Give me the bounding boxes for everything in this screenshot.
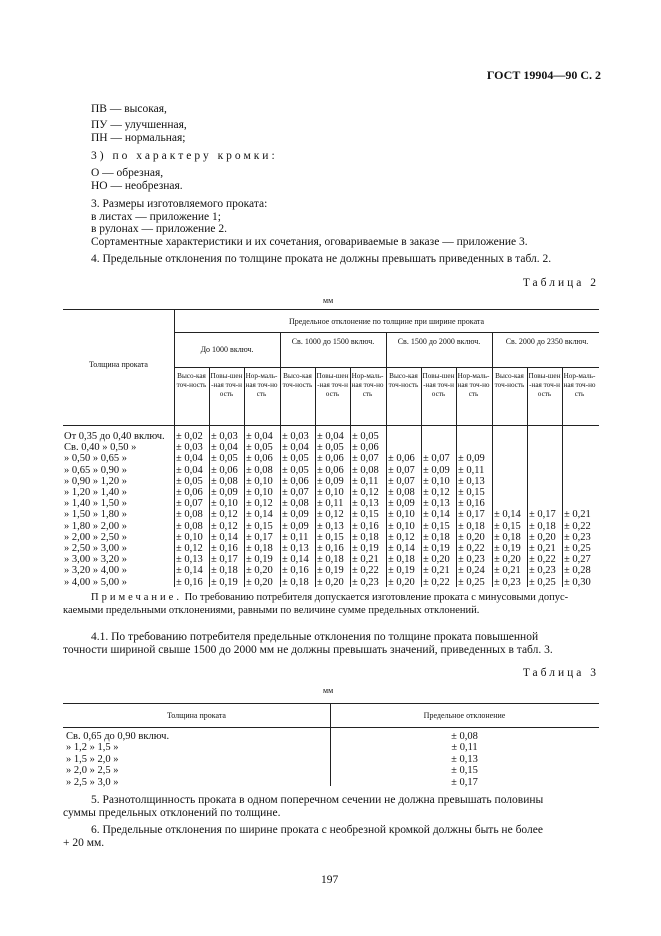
table-cell-value: ± 0,09 — [211, 487, 238, 498]
table-cell-value: ± 0,18 — [246, 543, 273, 554]
table-cell-value: ± 0,02 — [176, 431, 203, 442]
table-cell-value: ± 0,17 — [529, 509, 556, 521]
table-cell-value: ± 0,06 — [282, 475, 309, 487]
table-cell-value: ± 0,14 — [423, 509, 450, 521]
table-cell-value: ± 0,11 — [282, 531, 309, 543]
table-row-thickness: » 1,20 » 1,40 » — [64, 487, 127, 498]
table-cell-value: ± 0,06 — [352, 442, 379, 454]
table-cell-value: ± 0,15 — [423, 520, 450, 532]
table-cell-value: ± 0,16 — [282, 565, 309, 577]
width-group-header: Св. 2000 до 2350 включ. — [505, 337, 589, 346]
table-cell-value: ± 0,11 — [317, 498, 344, 510]
table-cell-value: ± 0,27 — [564, 554, 591, 566]
table-row-thickness: » 1,40 » 1,50 » — [64, 498, 127, 510]
table-cell-value: ± 0,19 — [423, 543, 450, 554]
table-cell-value: ± 0,04 — [282, 442, 309, 454]
t3-row-deviation: ± 0,11 — [451, 742, 478, 754]
accuracy-subheader: Высо-кая точ-ность — [282, 372, 313, 389]
accuracy-subheader: Высо-кая точ-ность — [176, 372, 207, 389]
table-cell-value: ± 0,13 — [317, 520, 344, 532]
table-cell-value: ± 0,19 — [388, 565, 415, 577]
table-cell-value: ± 0,12 — [211, 509, 238, 521]
table-cell-value: ± 0,20 — [529, 531, 556, 543]
table-cell-value: ± 0,16 — [317, 543, 344, 554]
table-cell-value: ± 0,22 — [352, 565, 379, 577]
accuracy-subheader: Нор-маль-ная точ-ность — [245, 372, 278, 398]
paragraph-line: суммы предельных отклонений по толщине. — [63, 807, 281, 819]
table-cell-value: ± 0,11 — [458, 464, 485, 476]
table-cell-value: ± 0,08 — [282, 498, 309, 510]
table-cell-value: ± 0,25 — [564, 543, 591, 554]
table-row-thickness: » 0,50 » 0,65 » — [64, 453, 127, 465]
table-cell-value: ± 0,06 — [211, 464, 238, 476]
width-group-header: До 1000 включ. — [200, 345, 254, 354]
table-cell-value: ± 0,18 — [352, 531, 379, 543]
width-group-header: Св. 1500 до 2000 включ. — [397, 337, 481, 346]
table-cell-value: ± 0,08 — [352, 464, 379, 476]
table-cell-value: ± 0,08 — [388, 487, 415, 498]
group-header: Предельное отклонение по толщине при ширине проката — [288, 317, 485, 326]
table-cell-value: ± 0,14 — [211, 531, 238, 543]
table-cell-value: ± 0,12 — [352, 487, 379, 498]
table-cell-value: ± 0,21 — [564, 509, 591, 521]
table-row-thickness: » 2,50 » 3,00 » — [64, 543, 127, 554]
table-cell-value: ± 0,20 — [246, 565, 273, 577]
table-cell-value: ± 0,30 — [564, 576, 591, 588]
table-cell-value: ± 0,09 — [458, 453, 485, 465]
accuracy-subheader: Нор-маль-ная точ-ность — [457, 372, 490, 398]
table-row-thickness: » 2,00 » 2,50 » — [64, 531, 127, 543]
table-cell-value: ± 0,23 — [529, 565, 556, 577]
table-cell-value: ± 0,13 — [458, 475, 485, 487]
table-cell-value: ± 0,25 — [458, 576, 485, 588]
table-cell-value: ± 0,21 — [352, 554, 379, 566]
table-cell-value: ± 0,06 — [317, 464, 344, 476]
table-caption: Таблица 3 — [522, 667, 599, 679]
table-cell-value: ± 0,17 — [458, 509, 485, 521]
table-cell-value: ± 0,15 — [352, 509, 379, 521]
paragraph-line: 5. Разнотолщинность проката в одном поперечном сечении не должна превышать половины — [91, 794, 544, 806]
table-cell-value: ± 0,08 — [246, 464, 273, 476]
table-cell-value: ± 0,15 — [494, 520, 521, 532]
table-cell-value: ± 0,05 — [246, 442, 273, 454]
table-cell-value: ± 0,14 — [176, 565, 203, 577]
t3-row-thickness: Св. 0,65 до 0,90 включ. — [66, 731, 170, 742]
table-cell-value: ± 0,10 — [246, 475, 273, 487]
table-cell-value: ± 0,18 — [458, 520, 485, 532]
table-cell-value: ± 0,09 — [282, 520, 309, 532]
table-cell-value: ± 0,12 — [388, 531, 415, 543]
table-cell-value: ± 0,20 — [458, 531, 485, 543]
table-row-thickness: От 0,35 до 0,40 включ. — [64, 431, 165, 442]
table-cell-value: ± 0,28 — [564, 565, 591, 577]
table-cell-value: ± 0,19 — [352, 543, 379, 554]
t3-row-thickness: » 1,5 » 2,0 » — [66, 753, 119, 765]
paragraph-line: 3. Размеры изготовляемого проката: — [91, 198, 268, 210]
width-group-header: Св. 1000 до 1500 включ. — [291, 337, 375, 346]
note-text: По требованию потребителя допускается изготовление проката с минусовыми допус- — [181, 592, 569, 603]
accuracy-subheader: Повы-шен-ная точ-ность — [528, 372, 561, 398]
table-cell-value: ± 0,10 — [211, 498, 238, 510]
table-cell-value: ± 0,07 — [388, 464, 415, 476]
list-item: ПВ — высокая, — [91, 103, 167, 115]
table-cell-value: ± 0,12 — [317, 509, 344, 521]
table-cell-value: ± 0,03 — [282, 431, 309, 442]
table-cell-value: ± 0,19 — [246, 554, 273, 566]
table-cell-value: ± 0,23 — [494, 576, 521, 588]
table-cell-value: ± 0,18 — [423, 531, 450, 543]
table-cell-value: ± 0,20 — [388, 576, 415, 588]
table-cell-value: ± 0,10 — [176, 531, 203, 543]
table-cell-value: ± 0,05 — [176, 475, 203, 487]
paragraph-line: точности шириной свыше 1500 до 2000 мм не должны превышать значений, приведенных в табл. 3. — [63, 644, 553, 656]
table-cell-value: ± 0,05 — [211, 453, 238, 465]
accuracy-subheader: Повы-шен-ная точ-ность — [316, 372, 349, 398]
table-cell-value: ± 0,13 — [282, 543, 309, 554]
table-cell-value: ± 0,16 — [176, 576, 203, 588]
list-item: НО — необрезная. — [91, 180, 183, 192]
table-cell-value: ± 0,18 — [494, 531, 521, 543]
table-row-thickness: » 4,00 » 5,00 » — [64, 576, 127, 588]
table-cell-value: ± 0,12 — [423, 487, 450, 498]
table-cell-value: ± 0,05 — [352, 431, 379, 442]
paragraph-line: 6. Предельные отклонения по ширине проката с необрезной кромкой должны быть не более — [91, 824, 543, 836]
note-label: Примечание. — [91, 592, 182, 603]
table-cell-value: ± 0,21 — [423, 565, 450, 577]
paragraph-line: в листах — приложение 1; — [91, 211, 221, 223]
table-cell-value: ± 0,08 — [176, 520, 203, 532]
table-cell-value: ± 0,21 — [494, 565, 521, 577]
table-cell-value: ± 0,06 — [317, 453, 344, 465]
table-row-thickness: » 3,20 » 4,00 » — [64, 565, 127, 577]
table-cell-value: ± 0,21 — [529, 543, 556, 554]
table-cell-value: ± 0,12 — [176, 543, 203, 554]
accuracy-subheader: Высо-кая точ-ность — [494, 372, 525, 389]
t3-row-deviation: ± 0,15 — [451, 765, 478, 777]
accuracy-subheader: Нор-маль-ная точ-ность — [563, 372, 596, 398]
table-cell-value: ± 0,09 — [282, 509, 309, 521]
table-cell-value: ± 0,15 — [317, 531, 344, 543]
table-cell-value: ± 0,08 — [176, 509, 203, 521]
t3-row-deviation: ± 0,17 — [451, 776, 478, 788]
table-cell-value: ± 0,22 — [423, 576, 450, 588]
paragraph-line: в рулонах — приложение 2. — [91, 223, 227, 235]
table-cell-value: ± 0,14 — [246, 509, 273, 521]
table-cell-value: ± 0,06 — [246, 453, 273, 465]
table-cell-value: ± 0,13 — [176, 554, 203, 566]
table-cell-value: ± 0,11 — [352, 475, 379, 487]
table-cell-value: ± 0,05 — [282, 464, 309, 476]
paragraph-line: + 20 мм. — [63, 837, 105, 849]
table-cell-value: ± 0,04 — [176, 453, 203, 465]
table-cell-value: ± 0,07 — [423, 453, 450, 465]
table-row-thickness: » 0,90 » 1,20 » — [64, 475, 127, 487]
table-cell-value: ± 0,10 — [423, 475, 450, 487]
t3-col-deviation: Предельное отклонение — [423, 711, 506, 720]
table-cell-value: ± 0,20 — [423, 554, 450, 566]
list-item: ПУ — улучшенная, — [91, 119, 187, 131]
table-cell-value: ± 0,16 — [352, 520, 379, 532]
table-cell-value: ± 0,07 — [388, 475, 415, 487]
paragraph-line: 4. Предельные отклонения по толщине проката не должны превышать приведенных в табл. 2. — [91, 253, 552, 265]
paragraph-line: 4.1. По требованию потребителя предельные отклонения по толщине проката повышенной — [91, 631, 539, 643]
table-cell-value: ± 0,20 — [317, 576, 344, 588]
table-cell-value: ± 0,13 — [352, 498, 379, 510]
table-cell-value: ± 0,10 — [388, 520, 415, 532]
table-cell-value: ± 0,09 — [317, 475, 344, 487]
table-cell-value: ± 0,17 — [211, 554, 238, 566]
accuracy-subheader: Повы-шен-ная точ-ность — [422, 372, 455, 398]
table-cell-value: ± 0,04 — [176, 464, 203, 476]
note-line-1 — [91, 592, 568, 603]
table-cell-value: ± 0,12 — [211, 520, 238, 532]
table-cell-value: ± 0,10 — [246, 487, 273, 498]
t3-row-thickness: » 1,2 » 1,5 » — [66, 742, 119, 754]
table-row-thickness: » 0,65 » 0,90 » — [64, 464, 127, 476]
table-cell-value: ± 0,07 — [282, 487, 309, 498]
table-cell-value: ± 0,04 — [317, 431, 344, 442]
table-cell-value: ± 0,09 — [423, 464, 450, 476]
table-cell-value: ± 0,18 — [529, 520, 556, 532]
table-cell-value: ± 0,17 — [246, 531, 273, 543]
table-row-thickness: Св. 0,40 » 0,50 » — [64, 442, 137, 454]
table-cell-value: ± 0,14 — [388, 543, 415, 554]
table-cell-value: ± 0,19 — [211, 576, 238, 588]
table-cell-value: ± 0,13 — [423, 498, 450, 510]
paragraph-line: Сортаментные характеристики и их сочетания, оговариваемые в заказе — приложение 3. — [91, 236, 528, 248]
table-cell-value: ± 0,03 — [211, 431, 238, 442]
accuracy-subheader: Повы-шен-ная точ-ность — [210, 372, 243, 398]
table-cell-value: ± 0,23 — [352, 576, 379, 588]
table-cell-value: ± 0,05 — [282, 453, 309, 465]
section-heading: 3) по характеру кромки: — [91, 150, 278, 162]
table-cell-value: ± 0,04 — [211, 442, 238, 454]
table-cell-value: ± 0,24 — [458, 565, 485, 577]
table-caption: Таблица 2 — [522, 277, 599, 289]
table-cell-value: ± 0,10 — [317, 487, 344, 498]
table-cell-value: ± 0,08 — [211, 475, 238, 487]
table-cell-value: ± 0,14 — [282, 554, 309, 566]
t3-row-deviation: ± 0,08 — [451, 731, 478, 742]
t3-col-thickness: Толщина проката — [167, 711, 226, 720]
table-cell-value: ± 0,16 — [211, 543, 238, 554]
table-cell-value: ± 0,05 — [317, 442, 344, 454]
table-unit: мм — [323, 296, 334, 305]
table-cell-value: ± 0,06 — [176, 487, 203, 498]
table-cell-value: ± 0,09 — [388, 498, 415, 510]
table-cell-value: ± 0,07 — [352, 453, 379, 465]
table-cell-value: ± 0,22 — [529, 554, 556, 566]
list-item: ПН — нормальная; — [91, 132, 186, 144]
t3-row-deviation: ± 0,13 — [451, 753, 478, 765]
table-cell-value: ± 0,25 — [529, 576, 556, 588]
table-row-thickness: » 3,00 » 3,20 » — [64, 554, 127, 566]
page-header: ГОСТ 19904—90 С. 2 — [486, 68, 601, 82]
table-cell-value: ± 0,23 — [564, 531, 591, 543]
table-cell-value: ± 0,07 — [176, 498, 203, 510]
table-cell-value: ± 0,12 — [246, 498, 273, 510]
page-number: 197 — [321, 874, 339, 886]
table-cell-value: ± 0,23 — [458, 554, 485, 566]
table-cell-value: ± 0,06 — [388, 453, 415, 465]
t3-row-thickness: » 2,0 » 2,5 » — [66, 765, 119, 777]
table-cell-value: ± 0,15 — [458, 487, 485, 498]
table-cell-value: ± 0,19 — [317, 565, 344, 577]
table-row-thickness: » 1,50 » 1,80 » — [64, 509, 127, 521]
table-cell-value: ± 0,16 — [458, 498, 485, 510]
table-cell-value: ± 0,20 — [246, 576, 273, 588]
table-cell-value: ± 0,14 — [494, 509, 521, 521]
table-cell-value: ± 0,18 — [211, 565, 238, 577]
column-header-thickness: Толщина проката — [89, 360, 148, 369]
accuracy-subheader: Нор-маль-ная точ-ность — [351, 372, 384, 398]
table-cell-value: ± 0,15 — [246, 520, 273, 532]
table-cell-value: ± 0,10 — [388, 509, 415, 521]
list-item: О — обрезная, — [91, 167, 164, 179]
table-unit: мм — [323, 686, 334, 695]
accuracy-subheader: Высо-кая точ-ность — [388, 372, 419, 389]
table-cell-value: ± 0,19 — [494, 543, 521, 554]
table-cell-value: ± 0,22 — [564, 520, 591, 532]
table-row-thickness: » 1,80 » 2,00 » — [64, 520, 127, 532]
t3-row-thickness: » 2,5 » 3,0 » — [66, 776, 119, 788]
table-cell-value: ± 0,18 — [282, 576, 309, 588]
table-cell-value: ± 0,18 — [317, 554, 344, 566]
note-line-2: каемыми предельными отклонениями, равными по величине сумме предельных отклонений. — [63, 605, 480, 616]
table-cell-value: ± 0,22 — [458, 543, 485, 554]
table-cell-value: ± 0,04 — [246, 431, 273, 442]
table-cell-value: ± 0,20 — [494, 554, 521, 566]
table-cell-value: ± 0,18 — [388, 554, 415, 566]
table-cell-value: ± 0,03 — [176, 442, 203, 454]
